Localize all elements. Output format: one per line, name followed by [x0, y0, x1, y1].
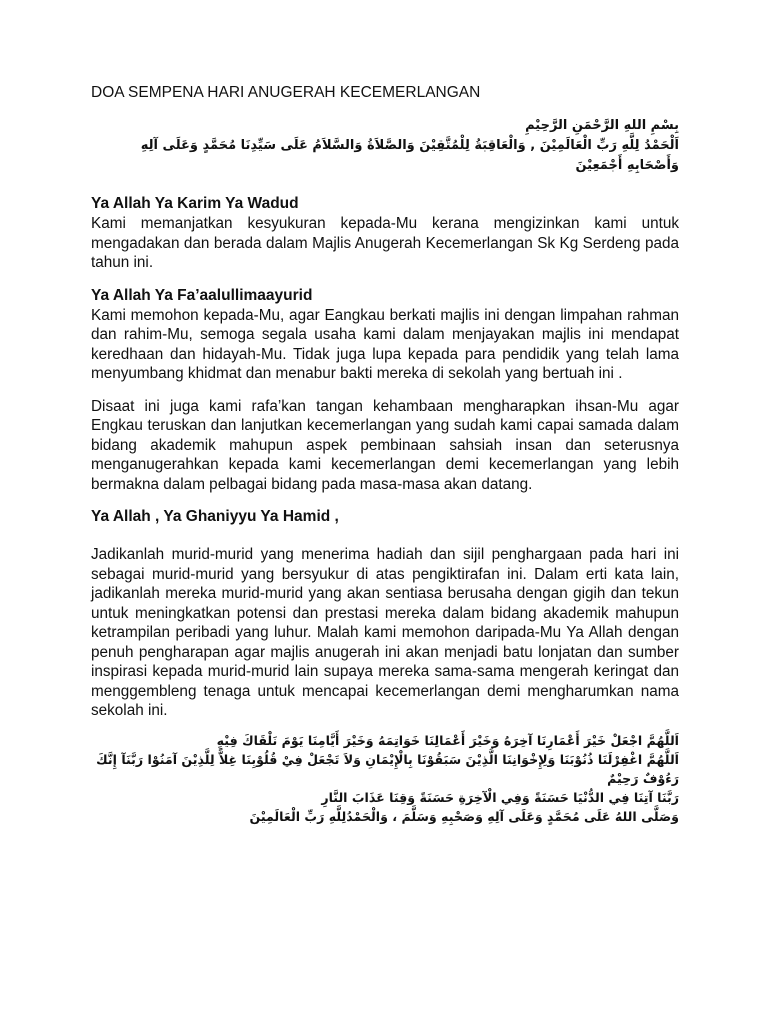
document-title: DOA SEMPENA HARI ANUGERAH KECEMERLANGAN [91, 84, 481, 101]
section-2-paragraph-1: Kami memohon kepada-Mu, agar Eangkau berkati majlis ini dengan limpahan rahman dan rahim-Mu, semoga segala usaha kami dalam menjayakan majlis ini mendapat keredhaan dan hidayah-Mu. Tidak juga lupa kepada para pendidik yang telah lama menyumbang khidmat dan menabur bakti mereka di sekolah yang bertuah ini . [91, 306, 679, 382]
section-3-paragraph: Jadikanlah murid-murid yang menerima hadiah dan sijil penghargaan pada hari ini sebagai murid-murid yang bersyukur di atas pengiktirafan ini. Dalam erti kata lain, jadikanlah mereka murid-murid yang akan sentiasa berusaha dengan gigih dan tekun untuk meningkatkan potensi dan prestasi mereka dalam bidang akademik mahupun ketrampilan peribadi yang luhur. Malah kami memohon daripada-Mu Ya Allah dengan penuh pengharapan agar majlis anugerah ini akan menjadi batu lonjatan dan sumber inspirasi kepada murid-murid lain supaya mereka sama-sama mengerah keringat dan menggembleng tenaga untuk mencapai kecemerlangan demi mengharumkan nama sekolah ini. [91, 546, 679, 719]
arabic-opening-line-2: اَلْحَمْدُ لِلَّهِ رَبِّ الْعَالَمِيْنَ , وَالْعَاقِبَةُ لِلْمُتَّقِيْنَ وَالصَّلاَةُ وَالسَّلاَمُ عَلَى سَيِّدِنَا مُحَمَّدٍ وَعَلَى آلِهِ [140, 138, 679, 153]
arabic-closing-line-5: وَصَلَّى اللهُ عَلَى مُحَمَّدٍ وَعَلَى آلِهِ وَصَحْبِهِ وَسَلَّمَ ، وَالْحَمْدُلِلَّهِ رَبِّ الْعَالَمِيْنَ [249, 808, 679, 824]
section-2-paragraph-2: Disaat ini juga kami rafa’kan tangan kehambaan mengharapkan ihsan-Mu agar Engkau teruskan dan lanjutkan kecemerlangan yang sudah kami capai samada dalam bidang akademik mahupun aspek pembinaan sahsiah insan dan seterusnya menganugerahkan kepada kami kecemerlangan demi kecemerlangan yang lebih bermakna dalam pelbagai bidang pada masa-masa akan datang. [91, 397, 679, 493]
arabic-closing-line-4: رَبَّنَا آتِنَا فِي الدُّنْيَا حَسَنَةً وَفِي الْآخِرَةِ حَسَنَةً وَقِنَا عَذَابَ النَّارِ [321, 789, 679, 805]
arabic-basmalah: بِسْمِ اللهِ الرَّحْمَنِ الرَّحِيْمِ [525, 118, 679, 133]
arabic-closing [91, 731, 679, 826]
arabic-closing-line-1: اَللَّهُمَّ اجْعَلْ خَيْرَ أَعْمَارِنَا آخِرَهُ وَخَيْرَ أَعْمَالِنَا خَوَاتِمَهُ وَخَيْرَ أَيَّامِنَا يَوْمَ نَلْقَاكَ فِيْهِ [216, 732, 679, 748]
section-1-paragraph: Kami memanjatkan kesyukuran kepada-Mu kerana mengizinkan kami untuk mengadakan dan berada dalam Majlis Anugerah Kecemerlangan Sk Kg Serdeng pada tahun ini. [91, 215, 679, 271]
section-1-heading: Ya Allah Ya Karim Ya Wadud [91, 195, 299, 212]
section-2-heading: Ya Allah Ya Fa’aalullimaayurid [91, 286, 313, 304]
arabic-opening [91, 116, 679, 176]
arabic-closing-line-2: اَللَّهُمَّ اغْفِرْلَنَا ذُنُوْبَنَا وَلِإِخْوَانِنَا الَّذِيْنَ سَبَقُوْنَا بِالْإِيْمَانِ وَلاَ تَجْعَلْ فِيْ قُلُوْبِنَا غِلاًّ لِلَّذِيْنَ آمَنُوْا رَبَّنَآ إِنَّكَ [96, 751, 679, 767]
document-body [91, 84, 679, 826]
section-3-heading: Ya Allah , Ya Ghaniyyu Ya Hamid , [91, 508, 339, 525]
arabic-opening-line-3: وَأَصْحَابِهِ أَجْمَعِيْنَ [575, 158, 679, 173]
arabic-closing-line-3: رَءُوْفٌ رَحِيْمٌ [607, 770, 679, 786]
